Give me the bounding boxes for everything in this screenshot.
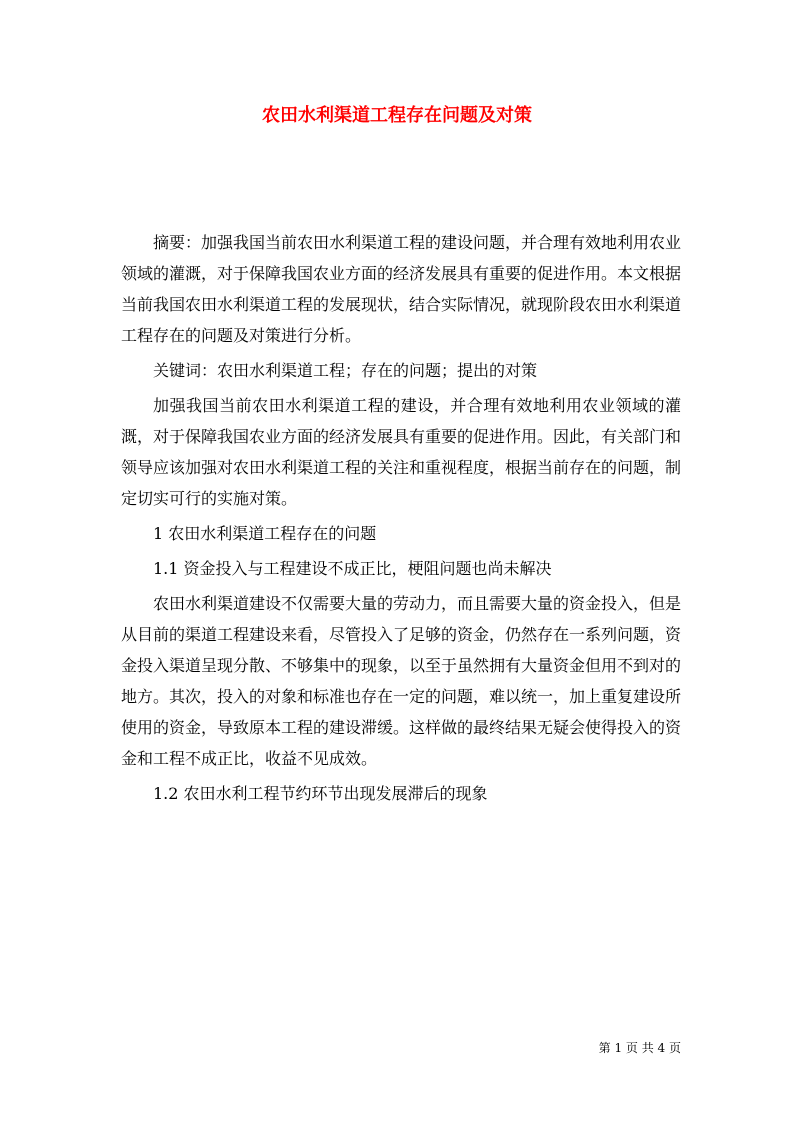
body-paragraph: 农田水利渠道建设不仅需要大量的劳动力，而且需要大量的资金投入，但是从目前的渠道工程建设来看，尽管投入了足够的资金，仍然存在一系列问题，资金投入渠道呈现分散、不够集中的现象，以至于虽然拥有大量资金但用不到对的地方。其次，投入的对象和标准也存在一定的问题，难以统一，加上重复建设所使用的资金，导致原本工程的建设滞缓。这样做的最终结果无疑会使得投入的资金和工程不成正比，收益不见成效。 bbox=[121, 594, 682, 768]
document-title: 农田水利渠道工程存在问题及对策 bbox=[262, 105, 532, 126]
subsection-heading: 1.2 农田水利工程节约环节出现发展滞后的现象 bbox=[153, 784, 488, 803]
page-number: 第 1 页 共 4 页 bbox=[598, 1041, 681, 1055]
keywords-paragraph: 关键词：农田水利渠道工程；存在的问题；提出的对策 bbox=[153, 361, 538, 380]
document-body bbox=[121, 227, 681, 809]
subsection-heading: 1.1 资金投入与工程建设不成正比，梗阻问题也尚未解决 bbox=[153, 559, 552, 578]
intro-paragraph: 加强我国当前农田水利渠道工程的建设，并合理有效地利用农业领域的灌溉，对于保障我国农业方面的经济发展具有重要的促进作用。因此，有关部门和领导应该加强对农田水利渠道工程的关注和重视程度，根据当前存在的问题，制定切实可行的实施对策。 bbox=[121, 396, 682, 508]
abstract-paragraph: 摘要：加强我国当前农田水利渠道工程的建设问题，并合理有效地利用农业领域的灌溉，对于保障我国农业方面的经济发展具有重要的促进作用。本文根据当前我国农田水利渠道工程的发展现状，结合实际情况，就现阶段农田水利渠道工程存在的问题及对策进行分析。 bbox=[121, 233, 682, 345]
section-heading: 1 农田水利渠道工程存在的问题 bbox=[153, 524, 377, 543]
